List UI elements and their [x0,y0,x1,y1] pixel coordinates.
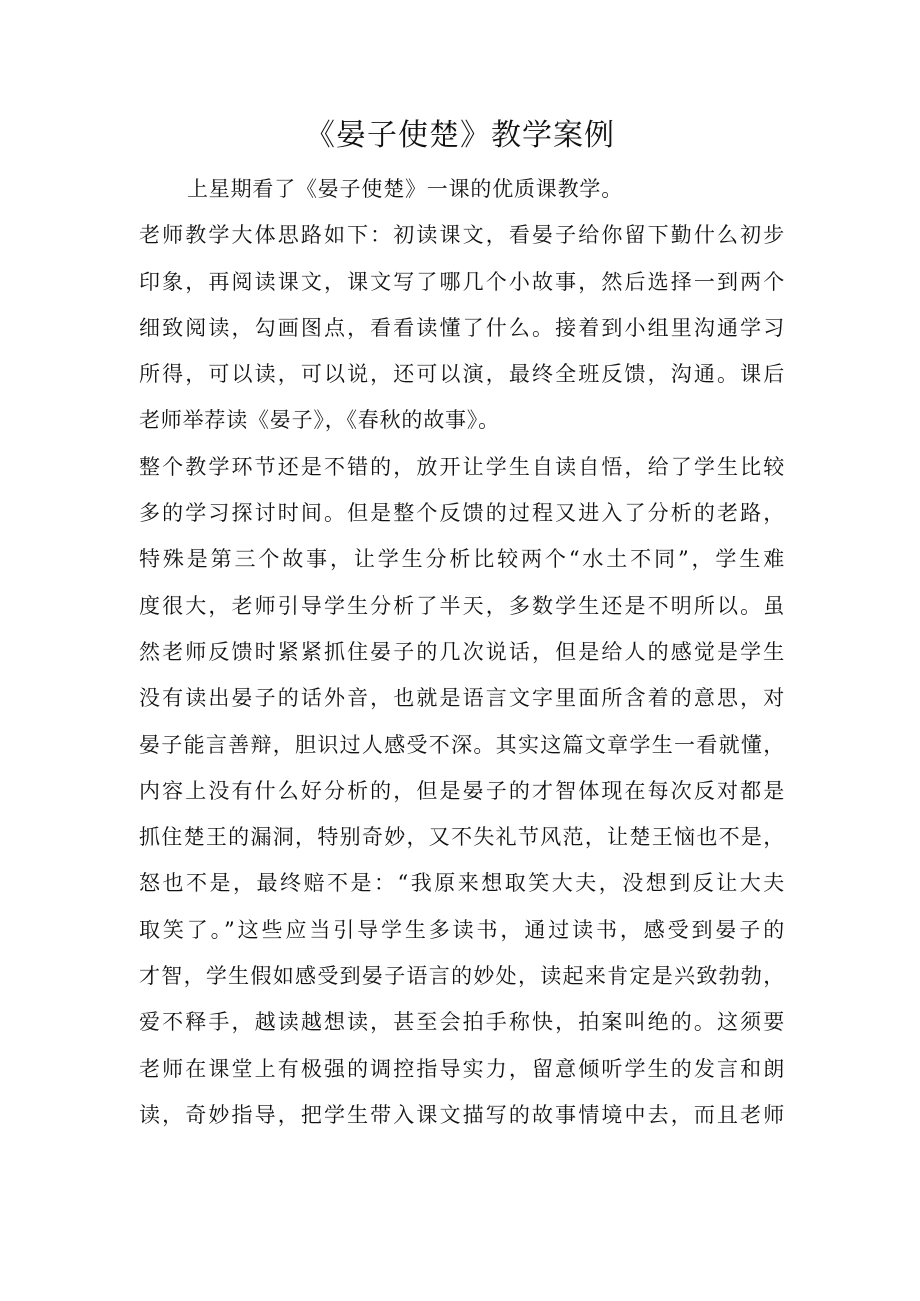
text-line: 整个教学环节还是不错的，放开让学生自读自悟，给了学生比较 [139,454,785,479]
text-line: 度很大，老师引导学生分析了半天，多数学生还是不明所以。虽 [139,593,785,618]
text-line: 老师在课堂上有极强的调控指导实力，留意倾听学生的发言和朗 [139,1056,785,1081]
text-line: 没有读出晏子的话外音，也就是语言文字里面所含着的意思，对 [139,686,785,711]
text-line: 多的学习探讨时间。但是整个反馈的过程又进入了分析的老路， [139,501,785,526]
text-line: 取笑了。”这些应当引导学生多读书，通过读书，感受到晏子的 [139,917,785,942]
text-line: 怒也不是，最终赔不是：“我原来想取笑大夫，没想到反让大夫 [139,871,785,896]
text-line: 内容上没有什么好分析的，但是晏子的才智体现在每次反对都是 [139,778,785,803]
document-body [139,166,785,1138]
document-title: 《晏子使楚》教学案例 [305,118,615,153]
text-line: 所得，可以读，可以说，还可以演，最终全班反馈，沟通。课后 [139,362,785,387]
text-line: 才智，学生假如感受到晏子语言的妙处，读起来肯定是兴致勃勃， [139,964,785,989]
text-line: 然老师反馈时紧紧抓住晏子的几次说话，但是给人的感觉是学生 [139,639,785,664]
text-line: 老师举荐读《晏子》，《春秋的故事》。 [139,408,500,433]
text-line: 细致阅读，勾画图点，看看读懂了什么。接着到小组里沟通学习 [139,315,785,340]
text-line: 爱不释手，越读越想读，甚至会拍手称快，拍案叫绝的。这须要 [139,1010,785,1035]
text-line: 读，奇妙指导，把学生带入课文描写的故事情境中去，而且老师 [139,1102,785,1127]
text-line: 上星期看了《晏子使楚》一课的优质课教学。 [187,177,623,201]
text-line: 特殊是第三个故事，让学生分析比较两个“水土不同”，学生难 [139,547,785,572]
text-line: 印象，再阅读课文，课文写了哪几个小故事，然后选择一到两个 [139,269,785,294]
text-line: 抓住楚王的漏洞，特别奇妙，又不失礼节风范，让楚王恼也不是， [139,825,785,850]
text-line: 老师教学大体思路如下：初读课文，看晏子给你留下勤什么初步 [139,223,785,248]
text-line: 晏子能言善辩，胆识过人感受不深。其实这篇文章学生一看就懂， [139,732,785,757]
